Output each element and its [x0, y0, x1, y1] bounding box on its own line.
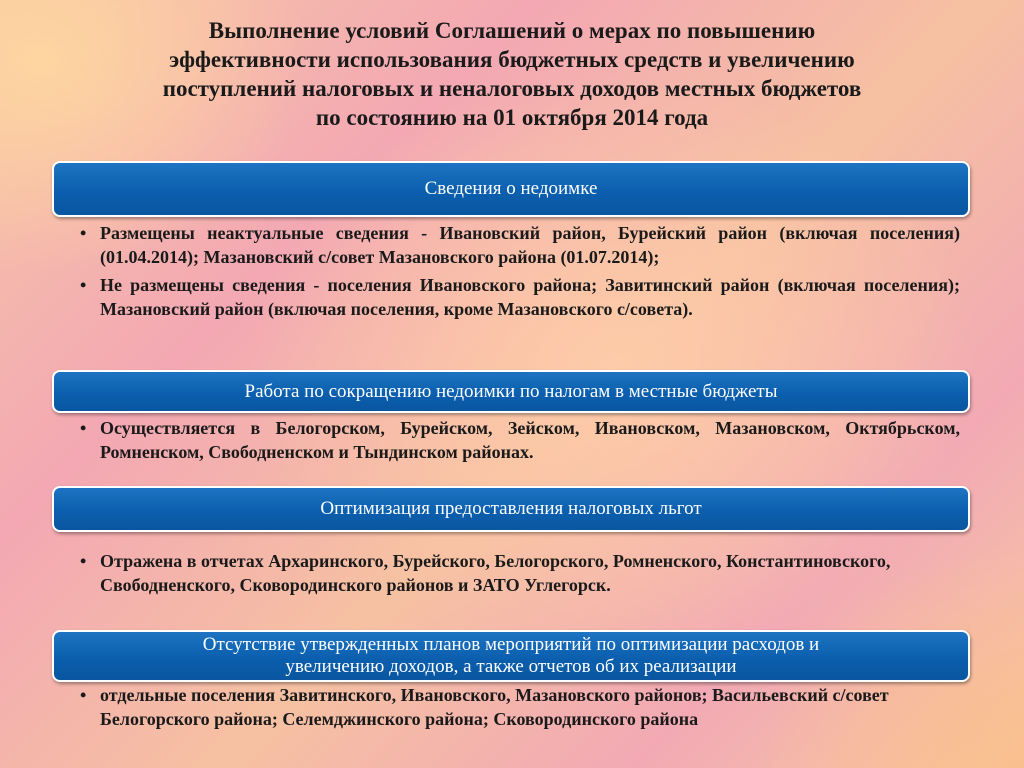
section-header-missing-plans-line-1: Отсутствие утвержденных планов мероприятий по оптимизации расходов и [202, 634, 820, 655]
section-header-tax-benefits [52, 486, 970, 532]
section-header-tax-benefits-label: Оптимизация предоставления налоговых льгот [320, 498, 702, 519]
title-line-3: поступлений налоговых и неналоговых доходов местных бюджетов [162, 76, 862, 101]
list-item: • Не размещены сведения - поселения Ивановского района; Завитинский район (включая поселения); Мазановский район (включая поселения, кроме Мазановского с/совета). [80, 273, 960, 321]
section-header-arrears-label: Сведения о недоимке [424, 178, 598, 199]
list-item: • Осуществляется в Белогорском, Бурейском, Зейском, Ивановском, Мазановском, Октябрьском, Ромненском, Свободненском и Тындинском районах. [80, 416, 960, 464]
section-list-missing-plans [80, 683, 940, 731]
page-title [40, 16, 984, 132]
list-item: • Отражена в отчетах Архаринского, Бурейского, Белогорского, Ромненского, Константиновского, Свободненского, Сковородинского районов и ЗАТО Углегорск. [80, 549, 940, 597]
section-list-tax-benefits [80, 549, 940, 597]
title-line-2: эффективности использования бюджетных средств и увеличению [169, 47, 855, 72]
title-line-1: Выполнение условий Соглашений о мерах по повышению [208, 18, 816, 43]
section-list-arrears [80, 221, 960, 321]
title-line-4: по состоянию на 01 октября 2014 года [315, 105, 709, 130]
list-item: • отдельные поселения Завитинского, Ивановского, Мазановского районов; Васильевский с/совет Белогорского района; Селемджинского района; Сковородинского района [80, 683, 940, 731]
section-list-arrears-reduction [80, 416, 960, 464]
list-item: • Размещены неактуальные сведения - Ивановский район, Бурейский район (включая поселения) (01.04.2014); Мазановский с/совет Мазановского района (01.07.2014); [80, 221, 960, 269]
section-header-missing-plans-line-2: увеличению доходов, а также отчетов об их реализации [285, 656, 737, 677]
section-header-arrears-reduction [52, 370, 970, 413]
section-header-arrears-reduction-label: Работа по сокращению недоимки по налогам в местные бюджеты [244, 380, 778, 402]
section-header-arrears [52, 161, 970, 217]
section-header-missing-plans [52, 630, 970, 682]
